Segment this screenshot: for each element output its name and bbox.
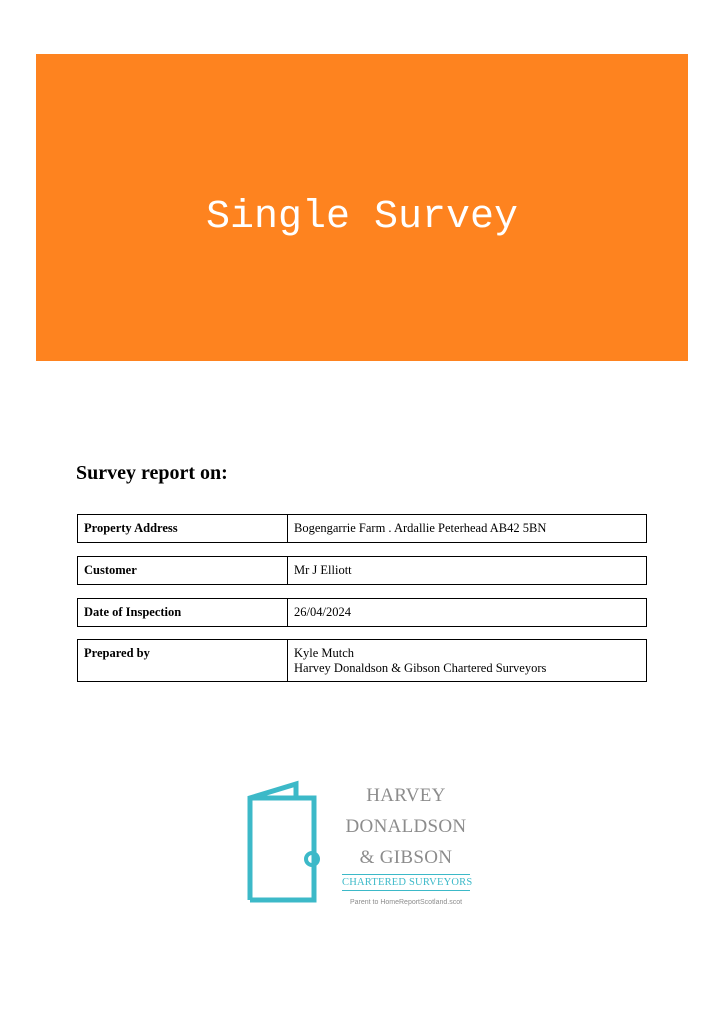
logo-divider-bottom xyxy=(342,890,470,891)
logo-wordmark xyxy=(342,780,473,909)
inspection-date-row xyxy=(77,598,647,627)
property-address-row xyxy=(77,514,647,543)
surveyor-name: Kyle Mutch xyxy=(294,646,355,660)
logo-subtitle: CHARTERED SURVEYORS xyxy=(342,877,473,888)
surveyor-firm: Harvey Donaldson & Gibson Chartered Surveyors xyxy=(294,661,547,675)
customer-label: Customer xyxy=(78,557,288,584)
logo-parent-text: Parent to HomeReportScotland.scot xyxy=(349,899,463,906)
logo-line-2: DONALDSON xyxy=(345,816,467,837)
customer-value: Mr J Elliott xyxy=(294,563,352,577)
logo-line-1: HARVEY xyxy=(366,785,446,806)
door-icon xyxy=(246,780,326,905)
inspection-date-label: Date of Inspection xyxy=(78,599,288,626)
report-heading: Survey report on: xyxy=(76,462,228,484)
prepared-by-row xyxy=(77,639,647,682)
logo-line-3: & GIBSON xyxy=(359,847,453,868)
customer-row xyxy=(77,556,647,585)
document-title: Single Survey xyxy=(205,195,519,240)
prepared-by-label: Prepared by xyxy=(78,640,288,681)
company-logo xyxy=(246,780,476,905)
inspection-date-value: 26/04/2024 xyxy=(294,605,351,619)
title-banner xyxy=(36,54,688,361)
prepared-by-value xyxy=(288,640,646,681)
property-address-value: Bogengarrie Farm . Ardallie Peterhead AB42 5BN xyxy=(294,521,547,535)
property-address-label: Property Address xyxy=(78,515,288,542)
logo-divider xyxy=(342,874,470,875)
